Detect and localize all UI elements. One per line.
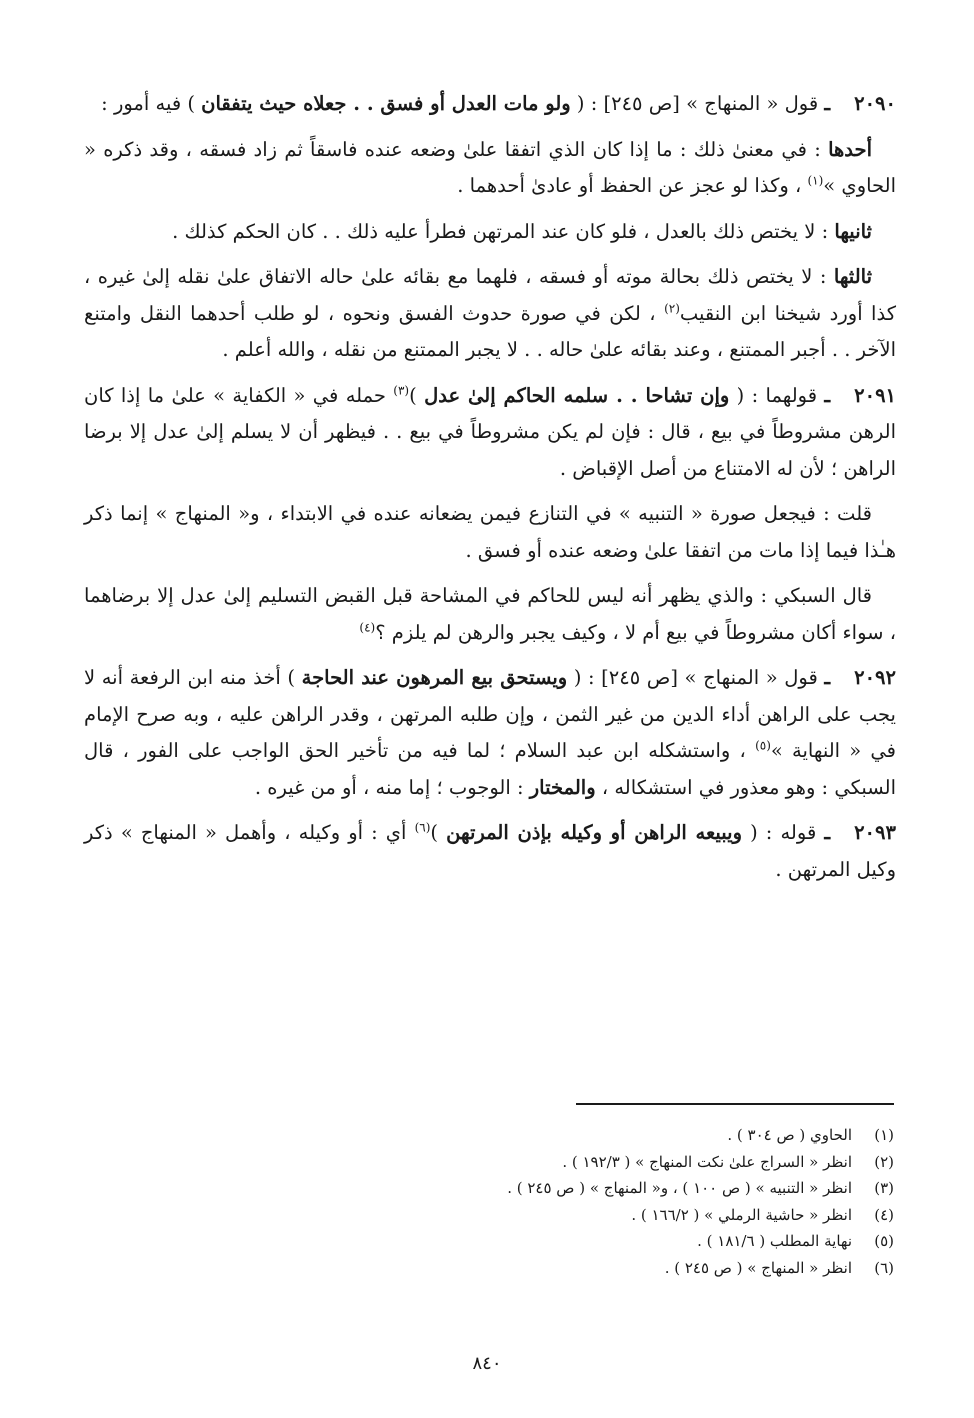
quoted-text: ولو مات العدل أو فسق . . جعلاه حيث يتفقان — [201, 92, 571, 115]
paragraph-text: قول « المنهاج » [ص ٢٤٥] : ( — [576, 92, 819, 115]
footnote-text: انظر « التنبيه » ( ص ١٠٠ ) ، و« المنهاج » ( ص ٢٤٥ ) . — [507, 1179, 852, 1197]
footnote-divider — [576, 1103, 894, 1105]
paragraph-text: : الوجوب ؛ إما منه ، أو من غيره . — [254, 775, 524, 799]
paragraph-text: قولهما : ( — [736, 383, 818, 407]
paragraph-comment — [84, 496, 896, 569]
point-label: ثانيها — [834, 219, 872, 243]
footnote-text: انظر « السراج علىٰ نكت المنهاج » ( ١٩٢/٣ ) . — [562, 1152, 852, 1171]
page-number: ٨٤٠ — [472, 1353, 502, 1374]
footnote-ref[interactable]: (٤) — [359, 620, 376, 634]
footnote-item — [294, 1149, 894, 1176]
quoted-text: وإن تشاحا . . سلمه الحاكم إلىٰ عدل — [424, 383, 730, 407]
point-label: أحدها — [828, 137, 872, 161]
main-text — [84, 86, 896, 897]
paragraph-text: : لا يختص ذلك بالعدل ، فلو كان عند المرتهن فطرأ عليه ذلك . . كان الحكم كذلك . — [172, 219, 829, 243]
paragraph-text: حمله في « الكفاية » علىٰ ما إذا كان الرهن مشروطاً في بيع ، قال : فإن لم يكن مشروطاً في بيع . . فيظهر أن لا يسلم إلىٰ عدل إلا برضا الراهن ؛ لأن له الامتناع من أصل الإقباض . — [84, 383, 896, 480]
footnote-item — [294, 1122, 894, 1149]
paragraph-text: ، واستشكله ابن عبد السلام ؛ لما فيه من تأخير الحق الواجب على الفور ، قال السبكي : وهو معذور في استشكاله ، — [84, 739, 896, 799]
paragraph-text: ، لكن في صورة حدوث الفسق ونحوه ، لو طلب أحدهما النقل وامتنع الآخر . . أجبر الممتنع ، وعند بقائه علىٰ حاله . . لا يجبر الممتنع من نقله ، والله أعلم . — [84, 301, 896, 361]
paragraph-subki — [84, 578, 896, 651]
footnotes — [294, 1122, 894, 1281]
paragraph-text: أي : أو وكيله ، وأهمل « المنهاج » ذكر وكيل المرتهن . — [84, 821, 896, 881]
paragraph-text: قول « المنهاج » [ص ٢٤٥] : ( — [573, 666, 818, 689]
paragraph-2093 — [84, 815, 896, 888]
footnote-item — [294, 1255, 894, 1282]
footnote-ref[interactable]: (٦) — [414, 820, 431, 835]
footnote-ref[interactable]: (٢) — [664, 301, 680, 315]
footnote-ref[interactable]: (٣) — [393, 383, 410, 397]
paragraph-text: ، وكذا لو عجز عن الحفظ أو عادىٰ أحدهما . — [457, 174, 802, 197]
issue-number: ٢٠٩٠ـ — [824, 92, 896, 115]
footnote-text: الحاوي ( ص ٣٠٤ ) . — [727, 1126, 852, 1144]
paragraph-text: ) فيه أمور : — [101, 92, 195, 115]
paragraph-text: ) — [409, 383, 417, 407]
paragraph-text: : في معنىٰ ذلك : ما إذا كان الذي اتفقا علىٰ وضعه عنده فاسقاً ثم زاد فسقه ، وقد ذكره « الحاوي » — [84, 137, 896, 197]
quoted-text: ويستحق بيع المرهون عند الحاجة — [301, 666, 568, 689]
paragraph-2092 — [84, 660, 896, 806]
issue-number: ٢٠٩٢ـ — [824, 666, 896, 689]
issue-number: ٢٠٩٣ـ — [824, 821, 896, 844]
point-label: ثالثها — [833, 265, 872, 288]
footnote-number: (٢) — [874, 1152, 894, 1171]
footnote-ref[interactable]: (١) — [807, 173, 824, 188]
paragraph-text: : لا يختص ذلك بحالة موته أو فسقه ، فلهما مع بقائه علىٰ حاله الاتفاق علىٰ نقله إلىٰ غيره ، كذا أورد شيخنا ابن النقيب — [84, 265, 896, 325]
footnote-number: (٤) — [874, 1205, 894, 1224]
paragraph-first-point — [84, 132, 896, 205]
footnote-number: (٥) — [874, 1232, 894, 1250]
paragraph-2090 — [84, 86, 896, 123]
footnote-ref[interactable]: (٥) — [755, 738, 771, 753]
footnote-text: انظر « حاشية الرملي » ( ١٦٦/٢ ) . — [631, 1205, 852, 1224]
paragraph-text: ) — [430, 821, 439, 844]
footnote-item — [294, 1228, 894, 1255]
paragraph-text: قوله : ( — [750, 821, 817, 844]
paragraph-text: قال السبكي : والذي يظهر أنه ليس للحاكم في المشاحة قبل القبض التسليم إلىٰ عدل إلا برضاهما ، سواء أكان مشروطاً في بيع أم لا ، وكيف يجبر والرهن لم يلزم ؟ — [84, 584, 896, 644]
quoted-text: ويبيعه الراهن أو وكيله بإذن المرتهن — [446, 821, 743, 844]
footnote-item — [294, 1202, 894, 1229]
footnote-item — [294, 1175, 894, 1202]
paragraph-2091 — [84, 378, 896, 488]
paragraph-second-point — [84, 214, 896, 251]
issue-number: ٢٠٩١ـ — [824, 383, 897, 407]
footnote-number: (٦) — [874, 1258, 894, 1277]
paragraph-text: ) أخذ منه ابن الرفعة أنه لا يجب على الراهن أداء الدين من غير الثمن ، وإن طلبه المرتهن ، وقدر الراهن عليه ، وبه صرح الإمام في « النهاية » — [84, 666, 896, 762]
paragraph-text: قلت : فيجعل صورة « التنبيه » في التنازع فيمن يضعانه عنده في الابتداء ، و« المنهاج » إنما ذكر هـٰذا فيما إذا مات من اتفقا علىٰ وضعه عنده أو فسق . — [84, 502, 896, 562]
footnote-text: انظر « المنهاج » ( ص ٢٤٥ ) . — [664, 1258, 852, 1277]
paragraph-third-point — [84, 259, 896, 369]
footnote-text: نهاية المطلب ( ١٨١/٦ ) . — [697, 1232, 852, 1250]
footnote-number: (١) — [874, 1126, 894, 1144]
footnote-number: (٣) — [874, 1179, 894, 1197]
bold-term: والمختار — [529, 775, 596, 799]
